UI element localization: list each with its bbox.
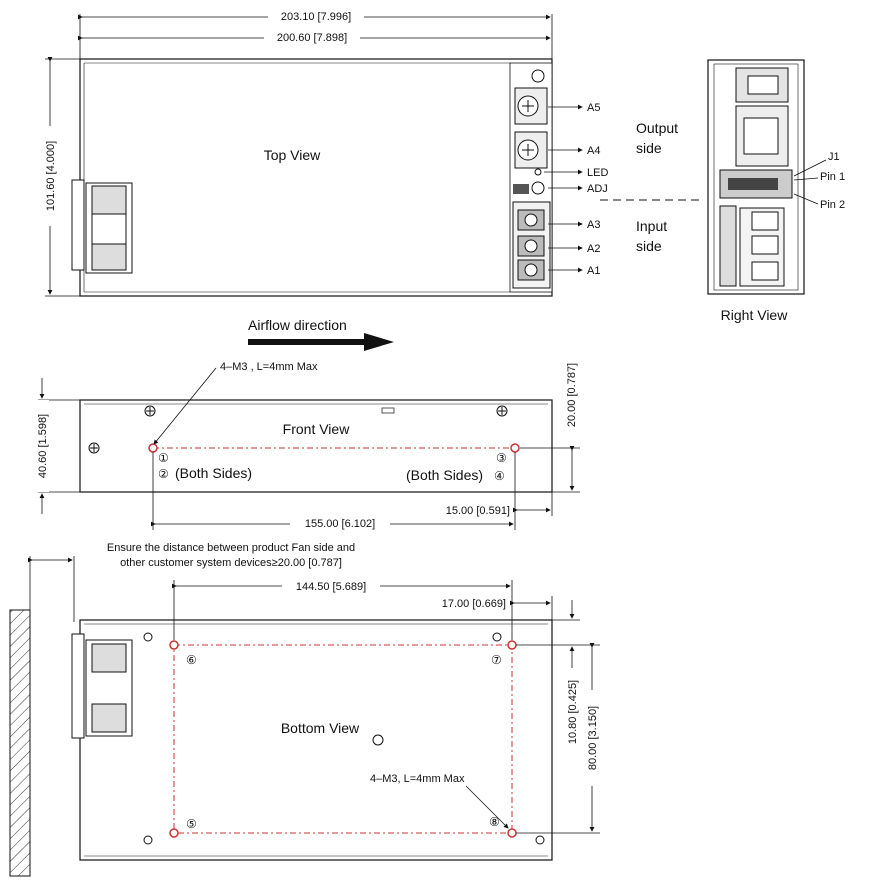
mark-1: ① [158,451,169,465]
bottom-dim-large: 80.00 [3.150] [587,705,599,771]
front-dim-height: 40.60 [1.598] [37,413,49,479]
label-adj: ADJ [587,183,608,195]
label-pin1: Pin 1 [820,171,846,183]
top-fan [72,180,132,273]
fan-clearance-note-2: other customer system devices≥20.00 [0.787] [120,557,342,569]
mark-6: ⑥ [186,653,197,667]
both-sides-left: (Both Sides) [175,465,253,481]
bottom-dim-edge: 17.00 [0.669] [441,598,506,610]
both-sides-right: (Both Sides) [406,467,484,483]
mark-3: ③ [496,451,507,465]
top-view-title: Top View [263,147,321,163]
front-view [35,361,580,530]
right-view-title: Right View [720,307,788,323]
fan-clearance-note-1: Ensure the distance between product Fan side and [106,542,356,554]
front-dim-hole: 20.00 [0.787] [566,362,578,428]
label-a3: A3 [587,219,601,231]
front-screw-note: 4–M3 , L=4mm Max [220,361,318,373]
front-view-title: Front View [282,421,350,437]
input-side-label: Input side [636,218,668,254]
airflow-arrow [248,317,394,351]
mark-7: ⑦ [491,653,502,667]
top-dim-overall: 203.10 [7.996] [280,11,352,23]
mark-5: ⑤ [186,817,197,831]
front-dim-span: 155.00 [6.102] [304,518,376,530]
label-a5: A5 [587,102,601,114]
top-dim-height: 101.60 [4.000] [45,140,57,212]
label-pin2: Pin 2 [820,199,846,211]
output-side-label: Output side [636,120,679,156]
top-body [80,59,552,296]
label-j1: J1 [828,151,840,163]
top-dim-body: 200.60 [7.898] [276,32,348,44]
label-a2: A2 [587,243,601,255]
bottom-dim-small: 10.80 [0.425] [567,679,579,745]
customer-wall [10,610,30,876]
bottom-dim-span: 144.50 [5.689] [295,581,367,593]
mark-8: ⑧ [489,815,500,829]
right-view [708,60,845,323]
top-view [43,10,608,296]
bottom-screw-note: 4–M3, L=4mm Max [370,773,465,785]
airflow-label: Airflow direction [248,317,347,333]
front-dim-edge: 15.00 [0.591] [445,505,510,517]
bottom-view [10,542,600,876]
mark-4: ④ [494,469,505,483]
label-a1: A1 [587,265,601,277]
label-a4: A4 [587,145,601,157]
terminal-area [510,63,552,292]
bottom-view-title: Bottom View [280,720,360,736]
label-led: LED [587,167,609,179]
mark-2: ② [158,467,169,481]
